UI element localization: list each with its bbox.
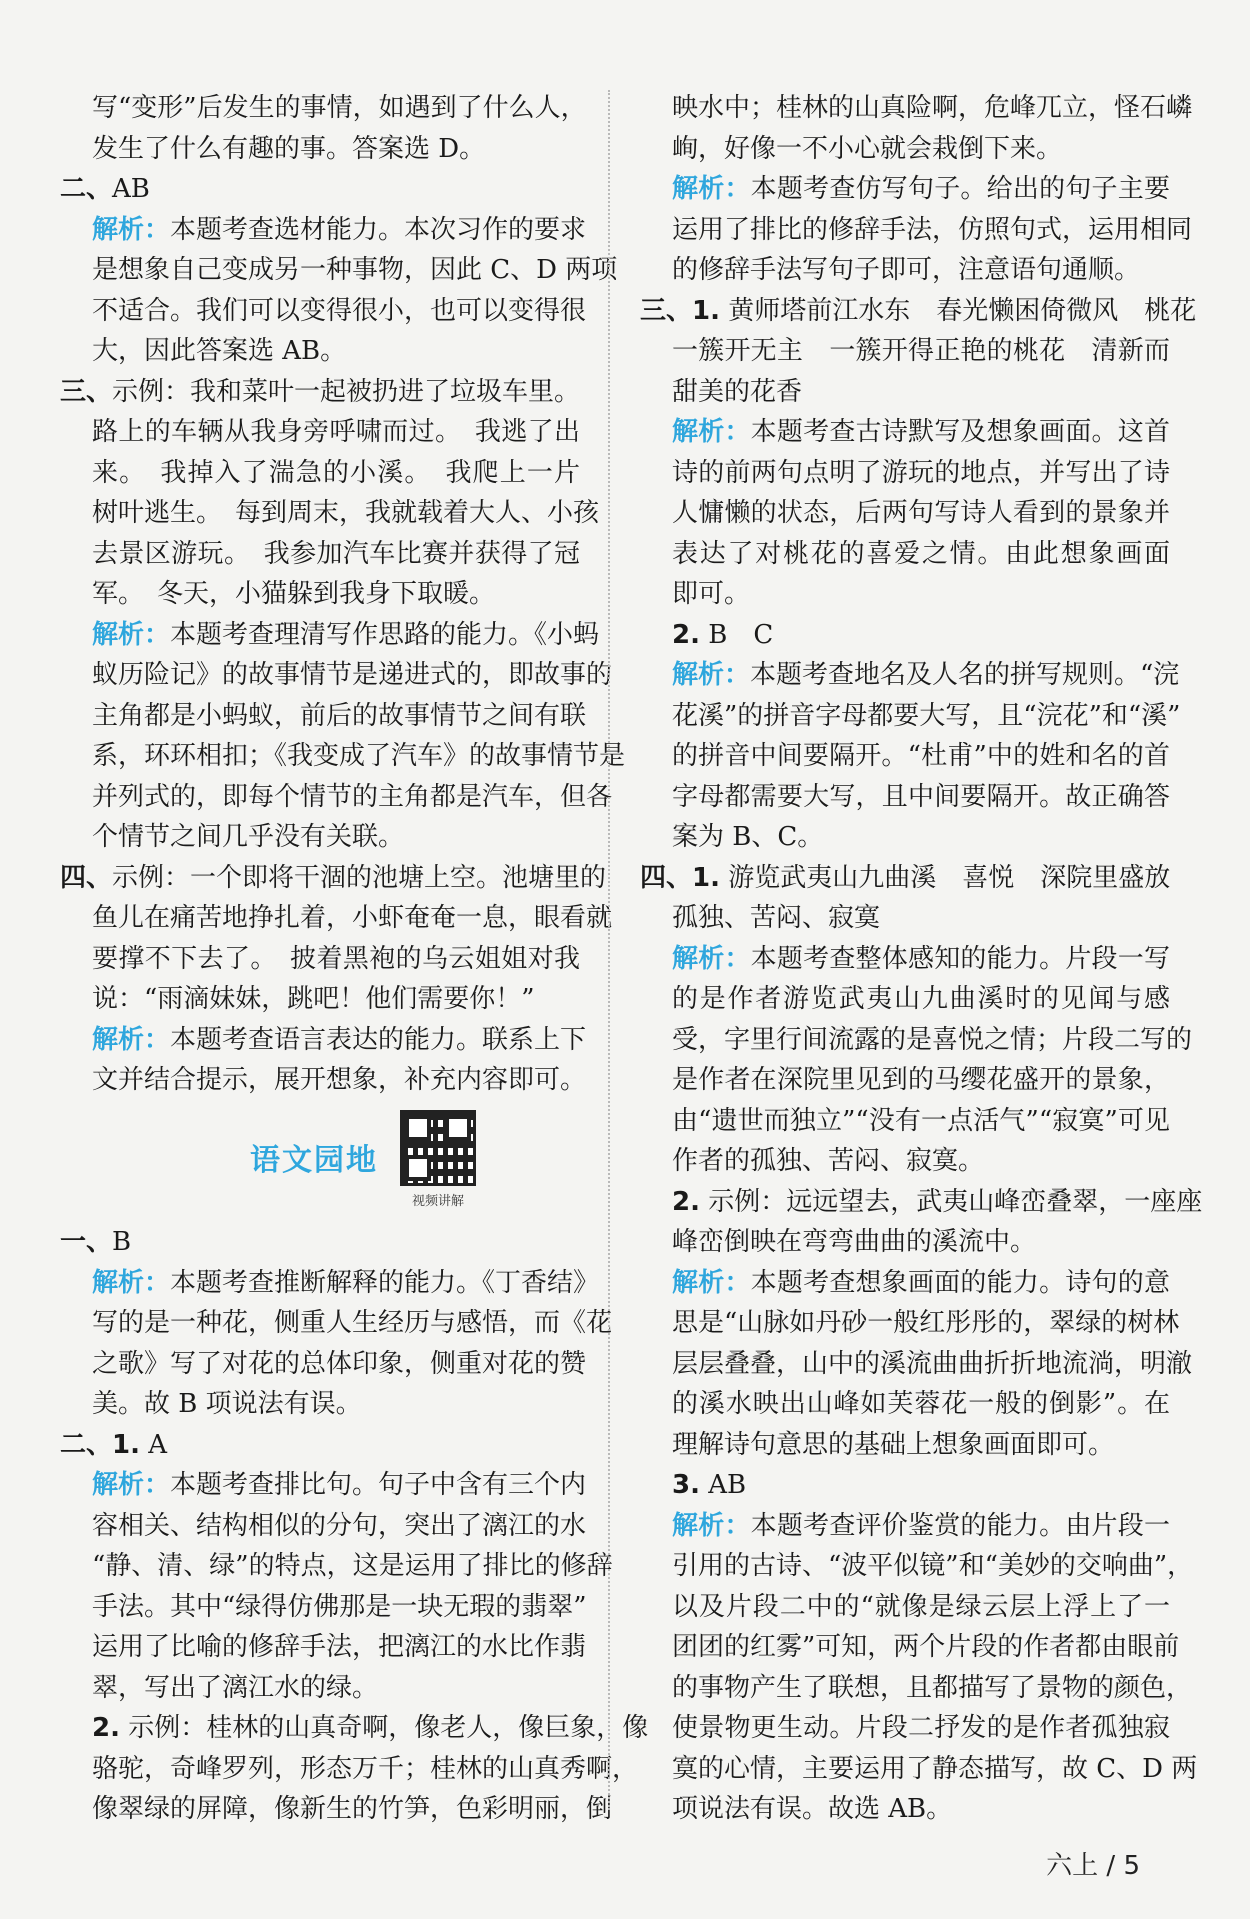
text-line	[640, 939, 1170, 980]
text-line	[640, 1060, 1170, 1101]
line-text: 孤独、苦闷、寂寞	[672, 903, 881, 933]
text-line	[60, 169, 580, 210]
line-text: 的溪水映出山峰如芙蓉花一般的倒影”。在	[672, 1389, 1170, 1419]
line-text: 说：“雨滴妹妹，跳吧！他们需要你！”	[92, 984, 535, 1014]
text-line	[60, 453, 580, 494]
line-text: 引用的古诗、“波平似镜”和“美妙的交响曲”，	[672, 1551, 1194, 1581]
line-text: B C	[699, 619, 774, 650]
line-text: 个情节之间几乎没有关联。	[92, 822, 405, 852]
line-text: 作者的孤独、苦闷、寂寞。	[672, 1146, 985, 1176]
line-text: 诗的前两句点明了游玩的地点，并写出了诗	[672, 457, 1170, 488]
text-line	[60, 331, 580, 372]
line-text: 项说法有误。故选 AB。	[672, 1794, 953, 1824]
text-line	[640, 1465, 1170, 1506]
text-line	[640, 817, 1170, 858]
line-text: 游览武夷山九曲溪 喜悦 深院里盛放	[719, 862, 1171, 893]
text-line	[640, 1708, 1170, 1749]
line-text: 美。故 B 项说法有误。	[92, 1389, 362, 1419]
text-line	[60, 1587, 587, 1628]
item-number: 1.	[112, 1429, 140, 1460]
text-line	[640, 372, 1170, 413]
text-line	[640, 1425, 1170, 1466]
text-line	[60, 210, 587, 251]
text-line	[60, 939, 580, 980]
line-text: 翠，写出了漓江水的绿。	[92, 1672, 379, 1703]
text-line	[60, 291, 587, 332]
analysis-label: 解析：	[672, 1267, 751, 1298]
line-text: AB	[699, 1470, 747, 1500]
line-text: 人慵懒的状态，后两句写诗人看到的景象并	[672, 498, 1170, 528]
text-line	[640, 777, 1170, 818]
question-number: 一、	[60, 1227, 113, 1257]
analysis-label: 解析：	[92, 214, 171, 245]
line-text: 像翠绿的屏障，像新生的竹笋，色彩明丽，倒	[92, 1794, 613, 1824]
line-text: 一簇开无主 一簇开得正艳的桃花 清新而	[672, 336, 1170, 366]
line-text: 容相关、结构相似的分句，突出了漓江的水	[92, 1510, 587, 1541]
text-line	[60, 129, 580, 170]
item-number: 3.	[672, 1470, 700, 1500]
line-text: 的拼音中间要隔开。“杜甫”中的姓和名的首	[672, 741, 1170, 771]
text-line	[640, 1303, 1180, 1344]
line-text: 本题考查仿写句子。给出的句子主要	[750, 174, 1170, 204]
text-line	[60, 1182, 580, 1223]
text-line	[60, 534, 580, 575]
text-line	[60, 777, 613, 818]
line-text: 鱼儿在痛苦地挣扎着，小虾奄奄一息，眼看就	[92, 903, 613, 933]
text-line	[640, 1384, 1170, 1425]
analysis-label: 解析：	[92, 619, 171, 650]
line-text: 手法。其中“绿得仿佛那是一块无瑕的翡翠”	[92, 1591, 587, 1622]
line-text: 本题考查想象画面的能力。诗句的意	[750, 1267, 1170, 1298]
line-text: 本题考查评价鉴赏的能力。由片段一	[750, 1510, 1170, 1541]
line-text: 之歌》写了对花的总体印象，侧重对花的赞	[92, 1348, 587, 1379]
text-line	[60, 1344, 587, 1385]
text-line	[640, 331, 1170, 372]
text-line	[640, 291, 1197, 332]
text-line	[640, 88, 1193, 129]
line-text: 字母都需要大写，且中间要隔开。故正确答	[672, 781, 1170, 812]
text-line	[60, 1465, 587, 1506]
text-line	[60, 1020, 587, 1061]
line-text: 写“变形”后发生的事情，如遇到了什么人，	[92, 93, 587, 123]
text-line	[60, 1506, 587, 1547]
item-number: 1.	[692, 295, 720, 326]
text-line	[60, 1384, 580, 1425]
text-line	[640, 615, 1170, 656]
text-line	[640, 1546, 1194, 1587]
analysis-label: 解析：	[672, 174, 751, 204]
text-line	[640, 1749, 1198, 1790]
line-text: 不适合。我们可以变得很小，也可以变得很	[92, 295, 587, 326]
line-text: 映水中；桂林的山真险啊，危峰兀立，怪石嶙	[672, 93, 1193, 123]
text-line	[60, 1749, 639, 1790]
line-text: 峰峦倒映在弯弯曲曲的溪流中。	[672, 1227, 1037, 1257]
line-text: 本题考查整体感知的能力。片段一写	[750, 943, 1170, 974]
line-text: 层层叠叠，山中的溪流曲曲折折地流淌，明澈	[672, 1348, 1193, 1379]
line-text: A	[139, 1429, 168, 1460]
text-line	[60, 1222, 580, 1263]
analysis-label: 解析：	[92, 1470, 171, 1500]
qr-code-icon[interactable]	[400, 1110, 476, 1186]
text-line	[60, 250, 618, 291]
text-line	[640, 1222, 1170, 1263]
text-line	[60, 696, 587, 737]
line-text: 主角都是小蚂蚁，前后的故事情节之间有联	[92, 700, 587, 731]
question-number: 四、	[640, 862, 693, 893]
line-text: 花溪”的拼音字母都要大写，且“浣花”和“溪”	[672, 700, 1181, 731]
line-text: 文并结合提示，展开想象，补充内容即可。	[92, 1065, 587, 1095]
item-number: 2.	[672, 1186, 700, 1217]
line-text: 蚁历险记》的故事情节是递进式的，即故事的	[92, 660, 613, 690]
line-text: 运用了比喻的修辞手法，把漓江的水比作翡	[92, 1632, 587, 1662]
text-line	[640, 129, 1170, 170]
line-text: 写的是一种花，侧重人生经历与感悟，而《花	[92, 1308, 613, 1338]
question-number: 二、	[60, 1429, 113, 1460]
analysis-label: 解析：	[92, 1024, 171, 1055]
text-line	[640, 493, 1170, 534]
line-text: “静、清、绿”的特点，这是运用了排比的修辞	[92, 1551, 613, 1581]
analysis-label: 解析：	[672, 660, 751, 690]
text-line	[640, 979, 1170, 1020]
text-line	[60, 858, 607, 899]
text-line	[640, 1141, 1170, 1182]
line-text: 示例：我和菜叶一起被扔进了垃圾车里。	[112, 376, 581, 407]
text-line	[60, 1060, 587, 1101]
analysis-label: 解析：	[672, 943, 751, 974]
line-text: 本题考查推断解释的能力。《丁香结》	[170, 1267, 600, 1298]
line-text: 理解诗句意思的基础上想象画面即可。	[672, 1429, 1115, 1460]
text-line	[640, 696, 1181, 737]
line-text: 是想象自己变成另一种事物，因此 C、D 两项	[92, 255, 618, 285]
line-text: 路上的车辆从我身旁呼啸而过。 我逃了出	[92, 417, 580, 447]
text-line	[640, 655, 1180, 696]
line-text: 寞的心情，主要运用了静态描写，故 C、D 两	[672, 1753, 1198, 1784]
text-line	[60, 412, 580, 453]
text-line	[640, 1263, 1170, 1304]
line-text: 示例：远远望去，武夷山峰峦叠翠，一座座	[699, 1186, 1203, 1217]
column-divider	[608, 90, 610, 1810]
text-line	[640, 250, 1170, 291]
question-number: 四、	[60, 862, 113, 893]
line-text: 骆驼，奇峰罗列，形态万千；桂林的山真秀啊，	[92, 1753, 639, 1784]
line-text: B	[112, 1227, 132, 1257]
text-line	[640, 412, 1170, 453]
text-line	[60, 1789, 613, 1830]
analysis-label: 解析：	[672, 1510, 751, 1541]
item-number: 2.	[672, 619, 700, 650]
line-text: 本题考查语言表达的能力。联系上下	[170, 1024, 587, 1055]
text-line	[60, 1425, 580, 1466]
analysis-label: 解析：	[672, 417, 751, 447]
text-line	[60, 615, 600, 656]
text-line	[640, 1101, 1170, 1142]
line-text: 团团的红雾”可知，两个片段的作者都由眼前	[672, 1632, 1180, 1662]
text-line	[640, 1020, 1193, 1061]
line-text: 树叶逃生。 每到周末，我就载着大人、小孩	[92, 498, 600, 528]
section-title: 语文园地	[250, 1143, 378, 1178]
item-number: 1.	[692, 862, 720, 893]
line-text: 由“遗世而独立”“没有一点活气”“寂寞”可见	[672, 1105, 1170, 1136]
text-line	[640, 1587, 1170, 1628]
analysis-label: 解析：	[92, 1267, 171, 1298]
line-text: 本题考查理清写作思路的能力。《小蚂	[170, 619, 600, 650]
line-text: 去景区游玩。 我参加汽车比赛并获得了冠	[92, 538, 580, 569]
text-line	[60, 898, 613, 939]
line-text: 峋，好像一不小心就会栽倒下来。	[672, 133, 1063, 164]
text-line	[640, 1182, 1203, 1223]
line-text: 的是作者游览武夷山九曲溪时的见闻与感	[672, 984, 1170, 1014]
line-text: 甜美的花香	[672, 376, 803, 407]
line-text: 本题考查地名及人名的拼写规则。“浣	[750, 660, 1180, 690]
line-text: 发生了什么有趣的事。答案选 D。	[92, 133, 486, 164]
text-line	[60, 88, 587, 129]
text-line	[640, 534, 1170, 575]
line-text: 系，环环相扣；《我变成了汽车》的故事情节是	[92, 741, 626, 771]
text-line	[640, 453, 1170, 494]
text-line	[640, 736, 1170, 777]
text-line	[640, 1668, 1193, 1709]
text-line	[640, 1344, 1193, 1385]
line-text: 思是“山脉如丹砂一般红彤彤的，翠绿的树林	[672, 1308, 1180, 1338]
text-line	[640, 574, 1170, 615]
text-line	[60, 736, 626, 777]
text-line	[640, 169, 1170, 210]
text-line	[60, 979, 580, 1020]
line-text: 运用了排比的修辞手法，仿照句式，运用相同	[672, 214, 1193, 245]
text-line	[60, 574, 580, 615]
text-line	[640, 1789, 1170, 1830]
line-text: 的事物产生了联想，且都描写了景物的颜色，	[672, 1672, 1193, 1703]
right-column	[640, 88, 1203, 1830]
line-text: 以及片段二中的“就像是绿云层上浮上了一	[672, 1591, 1170, 1622]
text-line	[60, 493, 600, 534]
question-number: 二、	[60, 174, 113, 204]
line-text: 黄师塔前江水东 春光懒困倚微风 桃花	[719, 295, 1197, 326]
line-text: 受，字里行间流露的是喜悦之情；片段二写的	[672, 1024, 1193, 1055]
line-text: 使景物更生动。片段二抒发的是作者孤独寂	[672, 1713, 1170, 1743]
line-text: 大，因此答案选 AB。	[92, 336, 347, 366]
text-line	[60, 1668, 580, 1709]
left-column	[60, 88, 649, 1830]
item-number: 2.	[92, 1713, 120, 1743]
text-line	[640, 210, 1193, 251]
line-text: 的修辞手法写句子即可，注意语句通顺。	[672, 255, 1141, 285]
line-text: 要撑不下去了。 披着黑袍的乌云姐姐对我	[92, 943, 580, 974]
line-text: AB	[112, 174, 150, 204]
text-line	[60, 1303, 613, 1344]
text-line	[640, 1627, 1180, 1668]
line-text: 本题考查排比句。句子中含有三个内	[170, 1470, 587, 1500]
line-text: 军。 冬天，小猫躲到我身下取暖。	[92, 579, 496, 609]
text-line	[60, 1627, 587, 1668]
text-line	[640, 898, 1170, 939]
question-number: 三、	[640, 295, 693, 326]
text-line	[60, 655, 613, 696]
line-text: 示例：桂林的山真奇啊，像老人，像巨象，像	[119, 1713, 649, 1743]
line-text: 并列式的，即每个情节的主角都是汽车，但各	[92, 781, 613, 812]
question-number: 三、	[60, 376, 113, 407]
text-line	[60, 1546, 613, 1587]
line-text: 本题考查古诗默写及想象画面。这首	[750, 417, 1170, 447]
line-text: 表达了对桃花的喜爱之情。由此想象画面	[672, 538, 1170, 569]
qr-caption: 视频讲解	[411, 1194, 464, 1209]
text-line	[640, 858, 1170, 899]
text-line	[60, 817, 580, 858]
line-text: 是作者在深院里见到的马缨花盛开的景象，	[672, 1065, 1170, 1095]
text-line	[60, 372, 580, 413]
line-text: 案为 B、C。	[672, 822, 824, 852]
text-line	[60, 1263, 600, 1304]
line-text: 即可。	[672, 579, 751, 609]
line-text: 来。 我掉入了湍急的小溪。 我爬上一片	[92, 457, 580, 488]
line-text: 示例：一个即将干涸的池塘上空。池塘里的	[112, 862, 607, 893]
text-line	[60, 1708, 649, 1749]
text-line	[640, 1506, 1170, 1547]
line-text: 本题考查选材能力。本次习作的要求	[170, 214, 587, 245]
page-footer: 六上 / 5	[1046, 1851, 1140, 1881]
